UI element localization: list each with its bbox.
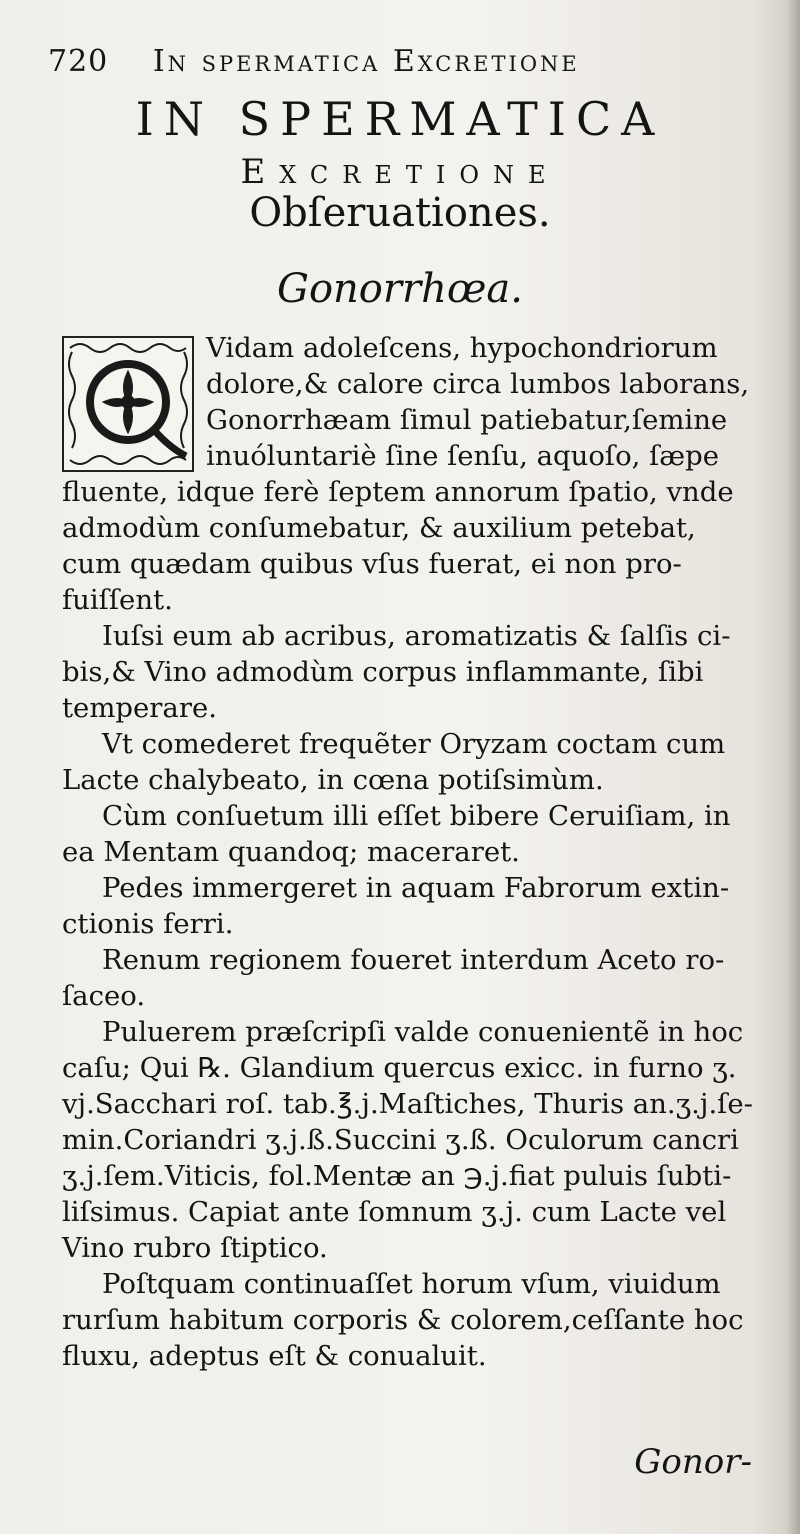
text-line: Renum regionem foueret interdum Aceto ro- bbox=[102, 944, 725, 976]
text-line: Vt comederet frequẽter Oryzam coctam cum bbox=[102, 728, 726, 760]
paragraph-5 bbox=[62, 870, 762, 942]
text-line: vj.Sacchari roſ. tab.℥.j.Maſtiches, Thuris an.ʒ.j.ſe- bbox=[62, 1088, 753, 1120]
text-line: ea Mentam quandoq; maceraret. bbox=[62, 836, 520, 868]
text-line: bis,& Vino admodùm corpus inflammante, ſibi bbox=[62, 656, 704, 688]
text-line: min.Coriandri ʒ.j.ß.Succini ʒ.ß. Oculorum cancri bbox=[62, 1124, 739, 1156]
title-line-2: Excretione bbox=[240, 152, 560, 192]
text-line: Puluerem præſcripſi valde conuenientẽ in hoc bbox=[102, 1016, 744, 1048]
text-line: inuóluntariè ſine ſenſu, aquoſo, ſæpe bbox=[206, 440, 720, 472]
paragraph-1 bbox=[62, 330, 762, 618]
text-line: ſaceo. bbox=[62, 980, 146, 1012]
paragraph-7 bbox=[62, 1014, 762, 1266]
text-line: Cùm conſuetum illi eſſet bibere Ceruiſiam, in bbox=[102, 800, 731, 832]
text-line: rurſum habitum corporis & colorem,ceſſante hoc bbox=[62, 1304, 744, 1336]
text-line: Pedes immergeret in aquam Fabrorum extin- bbox=[102, 872, 730, 904]
body-text bbox=[62, 330, 762, 1374]
text-line: temperare. bbox=[62, 692, 217, 724]
text-line: ctionis ferri. bbox=[62, 908, 234, 940]
paragraph-6 bbox=[62, 942, 762, 1014]
text-line: Vino rubro ſtiptico. bbox=[62, 1232, 328, 1264]
text-line: liſsimus. Capiat ante ſomnum ʒ.j. cum Lacte vel bbox=[62, 1196, 727, 1228]
text-line: fluente, idque ferè ſeptem annorum ſpatio, vnde bbox=[62, 476, 734, 508]
text-line: Poſtquam continuaſſet horum vſum, viuidum bbox=[102, 1268, 721, 1300]
text-line: Iuſsi eum ab acribus, aromatizatis & ſalſis ci- bbox=[102, 620, 731, 652]
text-line: cum quædam quibus vſus fuerat, ei non pro- bbox=[62, 548, 682, 580]
text-line: Vidam adoleſcens, hypochondriorum bbox=[206, 332, 718, 364]
text-line: admodùm conſumebatur, & auxilium petebat, bbox=[62, 512, 696, 544]
text-line: ʒ.j.ſem.Viticis, fol.Mentæ an ℈.j.fiat puluis ſubti- bbox=[62, 1160, 732, 1192]
paragraph-8 bbox=[62, 1266, 762, 1374]
title-line-1: IN SPERMATICA bbox=[135, 92, 665, 146]
paragraph-4 bbox=[62, 798, 762, 870]
text-line: Gonorrhæam ſimul patiebatur,ſemine bbox=[206, 404, 728, 436]
running-head bbox=[48, 44, 748, 79]
text-line: dolore,& calore circa lumbos laborans, bbox=[206, 368, 750, 400]
paragraph-3 bbox=[62, 726, 762, 798]
title-line-3: Obſeruationes. bbox=[249, 190, 551, 236]
page-number: 720 bbox=[48, 44, 109, 79]
catchword: Gonor- bbox=[634, 1442, 752, 1482]
section-heading: Gonorrhœa. bbox=[277, 266, 523, 312]
text-line: Lacte chalybeato, in cœna potiſsimùm. bbox=[62, 764, 604, 796]
text-line: fluxu, adeptus eſt & conualuit. bbox=[62, 1340, 487, 1372]
paragraph-2 bbox=[62, 618, 762, 726]
text-line: caſu; Qui ℞. Glandium quercus exicc. in furno ʒ. bbox=[62, 1052, 737, 1084]
running-title: In spermatica Excretione bbox=[152, 44, 580, 79]
text-line: fuiſſent. bbox=[62, 584, 173, 616]
